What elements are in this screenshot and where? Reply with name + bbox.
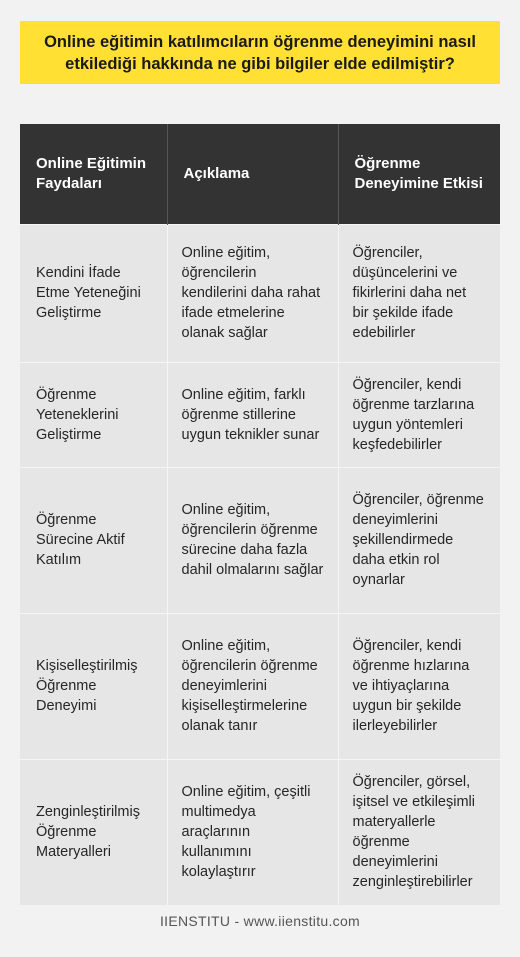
column-header-benefits: Online Eğitimin Faydaları xyxy=(20,124,167,224)
table-cell-benefit: Öğrenme Sürecine Aktif Katılım xyxy=(20,467,167,613)
table-cell-description: Online eğitim, öğrencilerin öğrenme deneyimlerini kişiselleştirmelerine olanak tanır xyxy=(167,613,338,759)
table-cell-description: Online eğitim, farklı öğrenme stillerine uygun teknikler sunar xyxy=(167,362,338,467)
table-row xyxy=(20,613,500,759)
table-cell-effect: Öğrenciler, düşüncelerini ve fikirlerini daha net bir şekilde ifade edebilirler xyxy=(338,224,500,362)
table-row xyxy=(20,759,500,905)
column-header-effect: Öğrenme Deneyimine Etkisi xyxy=(338,124,500,224)
table-header-row xyxy=(20,124,500,224)
table-cell-benefit: Zenginleştirilmiş Öğrenme Materyalleri xyxy=(20,759,167,905)
table-cell-benefit: Kişiselleştirilmiş Öğrenme Deneyimi xyxy=(20,613,167,759)
table-cell-effect: Öğrenciler, öğrenme deneyimlerini şekillendirmede daha etkin rol oynarlar xyxy=(338,467,500,613)
table-row xyxy=(20,467,500,613)
table-cell-description: Online eğitim, öğrencilerin öğrenme sürecine daha fazla dahil olmalarını sağlar xyxy=(167,467,338,613)
page-title: Online eğitimin katılımcıların öğrenme deneyimini nasıl etkilediği hakkında ne gibi bilgiler elde edilmiştir? xyxy=(20,21,500,84)
benefits-table xyxy=(20,124,500,905)
table-cell-benefit: Kendini İfade Etme Yeteneğini Geliştirme xyxy=(20,224,167,362)
table-cell-description: Online eğitim, çeşitli multimedya araçlarının kullanımını kolaylaştırır xyxy=(167,759,338,905)
table-cell-benefit: Öğrenme Yeteneklerini Geliştirme xyxy=(20,362,167,467)
table-cell-effect: Öğrenciler, kendi öğrenme hızlarına ve ihtiyaçlarına uygun bir şekilde ilerleyebilirler xyxy=(338,613,500,759)
column-header-description: Açıklama xyxy=(167,124,338,224)
table-cell-description: Online eğitim, öğrencilerin kendilerini daha rahat ifade etmelerine olanak sağlar xyxy=(167,224,338,362)
table-row xyxy=(20,224,500,362)
table-cell-effect: Öğrenciler, kendi öğrenme tarzlarına uygun yöntemleri keşfedebilirler xyxy=(338,362,500,467)
footer-credit: IIENSTITU - www.iienstitu.com xyxy=(159,913,361,929)
table-row xyxy=(20,362,500,467)
table-cell-effect: Öğrenciler, görsel, işitsel ve etkileşimli materyallerle öğrenme deneyimlerini zenginleştirebilirler xyxy=(338,759,500,905)
